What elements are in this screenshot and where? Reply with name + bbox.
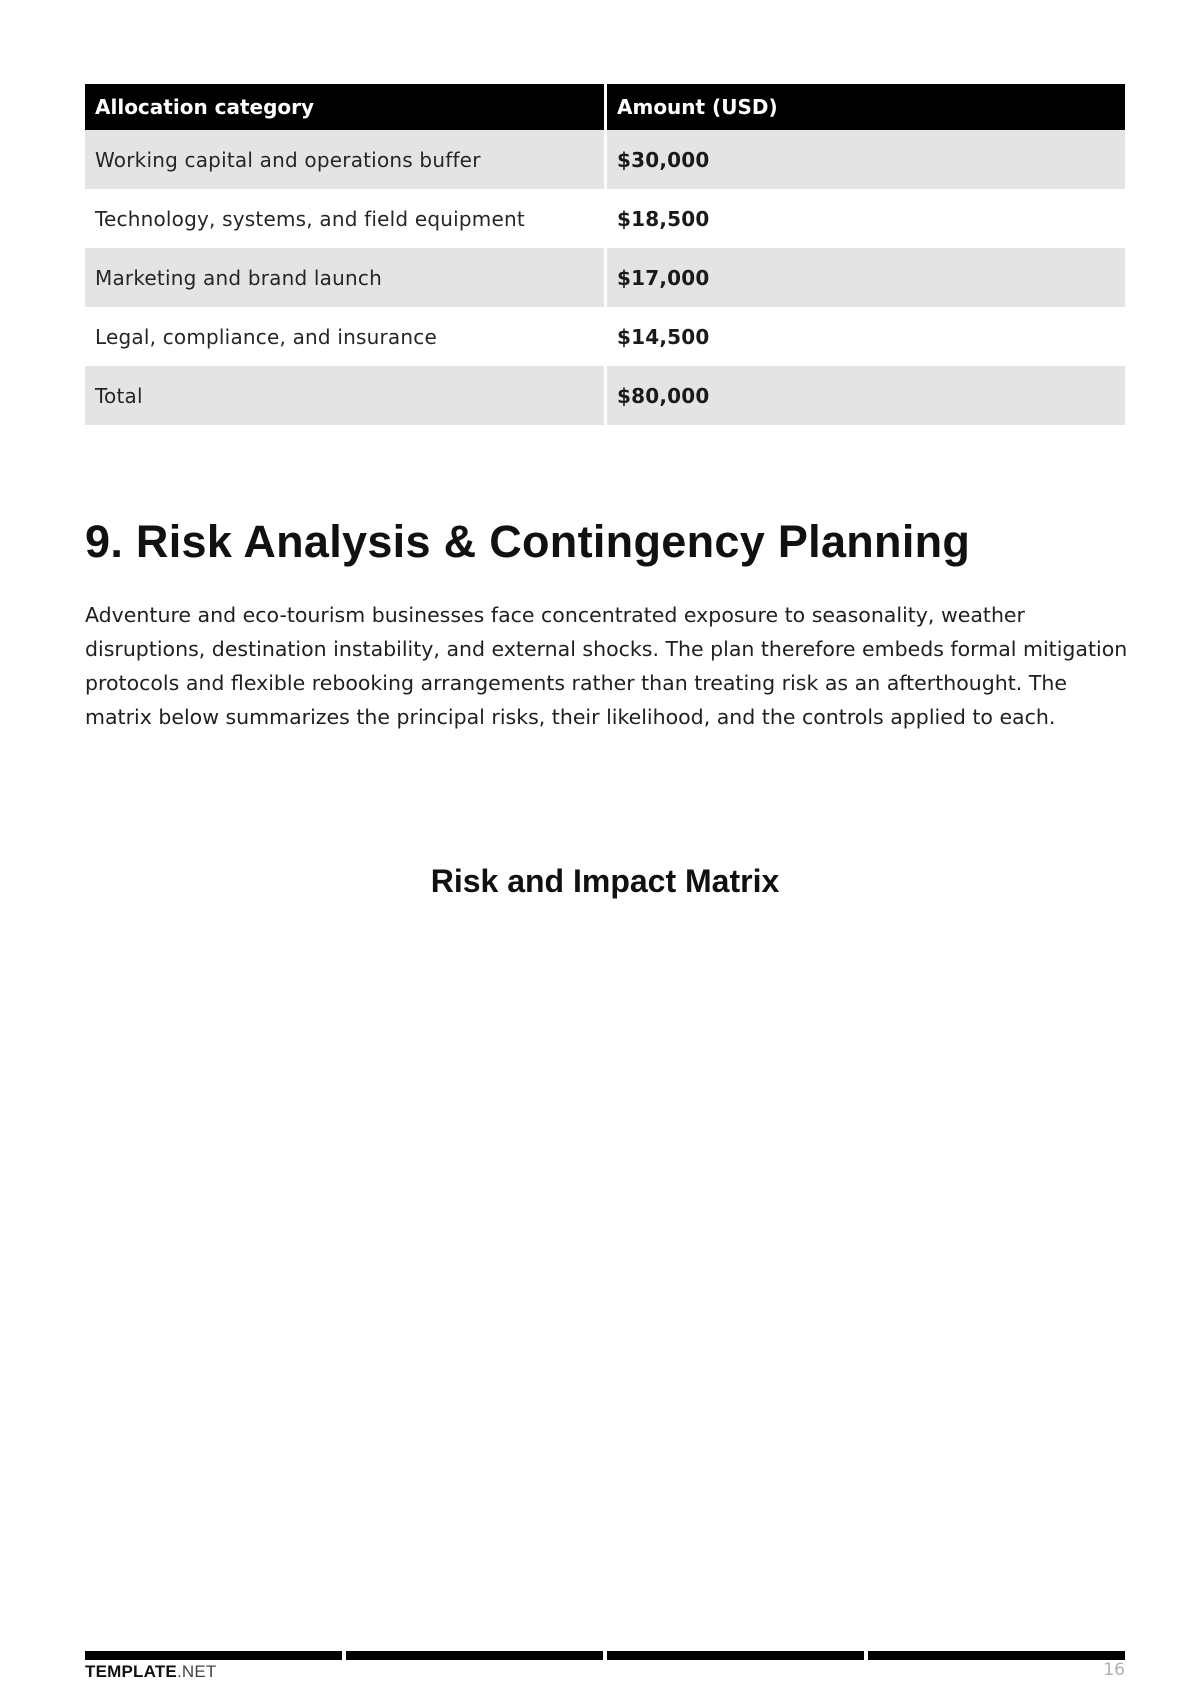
table-header-row (85, 84, 1125, 130)
page-number: 16 (1103, 1660, 1125, 1680)
table-row (85, 248, 1125, 307)
category-cell: Working capital and operations buffer (85, 130, 604, 189)
section-heading: 9. Risk Analysis & Contingency Planning (85, 516, 971, 567)
footer-bar-segment (346, 1651, 603, 1660)
category-cell: Legal, compliance, and insurance (95, 324, 437, 349)
table-total-row (85, 366, 1125, 425)
logo-wordmark-bold: TEMPLATE (85, 1662, 177, 1681)
total-label-cell: Total (85, 366, 604, 425)
table-row (85, 307, 1125, 366)
category-cell: Marketing and brand launch (85, 248, 604, 307)
amount-cell: $14,500 (604, 307, 1125, 366)
table-row (85, 189, 1125, 248)
footer-divider (85, 1651, 1125, 1660)
amount-cell: $30,000 (604, 130, 1125, 189)
footer-bar-segment (868, 1651, 1125, 1660)
amount-cell: $17,000 (604, 248, 1125, 307)
logo-wordmark-suffix: .NET (176, 1662, 217, 1681)
section-body-paragraph: Adventure and eco-tourism businesses face concentrated exposure to seasonality, weather disruptions, destination instability, and external shocks. The plan therefore embeds formal mitigation protocols and flexible rebooking arrangements rather than treating risk as an afterthought. The matrix below summarizes the principal risks, their likelihood, and the controls applied to each. (85, 603, 1128, 729)
footer-bar-segment (85, 1651, 342, 1660)
category-cell: Technology, systems, and field equipment (95, 206, 525, 231)
matrix-title: Risk and Impact Matrix (430, 863, 780, 899)
total-amount-cell: $80,000 (604, 366, 1125, 425)
footer-bar-segment (607, 1651, 864, 1660)
footer-logo (85, 1662, 216, 1682)
column-header-amount: Amount (USD) (604, 84, 1125, 130)
amount-cell: $18,500 (604, 189, 1125, 248)
table-row (85, 130, 1125, 189)
allocation-table (85, 84, 1125, 425)
column-header-category: Allocation category (85, 84, 604, 130)
